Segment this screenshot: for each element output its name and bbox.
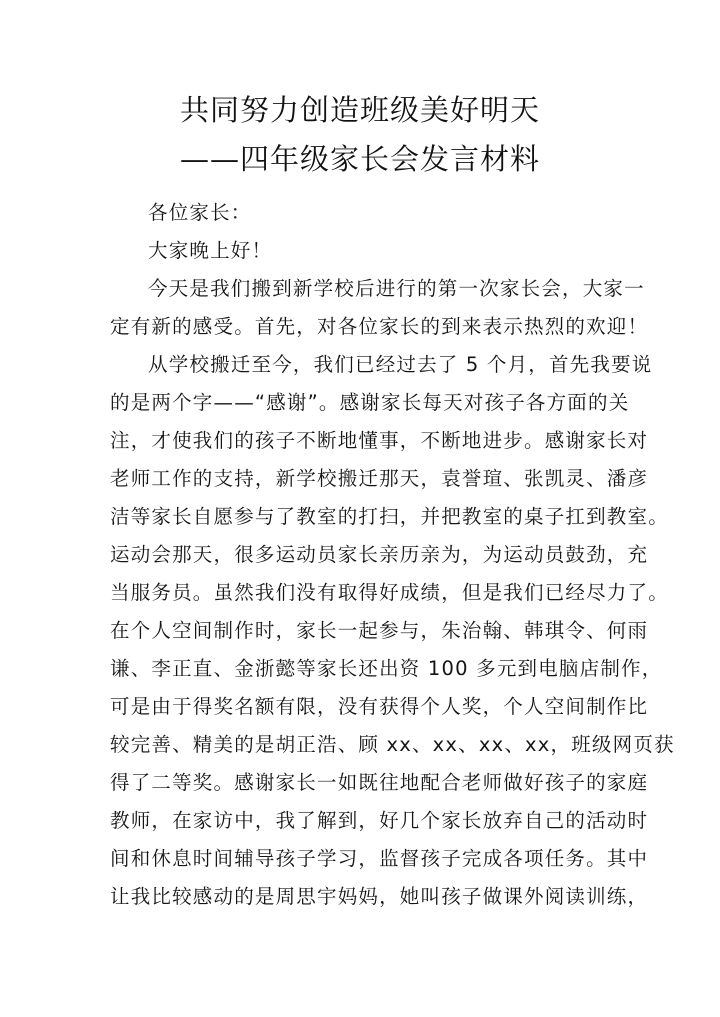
paragraph-line: 运动会那天，很多运动员家长亲历亲为，为运动员鼓劲，充	[110, 543, 649, 566]
paragraph-line: 间和休息时间辅导孩子学习，监督孩子完成各项任务。其中	[110, 847, 649, 870]
paragraph-line: 在个人空间制作时，家长一起参与，朱治翰、韩琪令、何雨	[110, 619, 649, 642]
paragraph-line: 较完善、精美的是胡正浩、顾 xx、xx、xx、xx，班级网页获	[110, 733, 675, 756]
paragraph-line: 洁等家长自愿参与了教室的打扫，并把教室的桌子扛到教室。	[110, 505, 669, 528]
paragraph-line: 谦、李正直、金浙懿等家长还出资 100 多元到电脑店制作，	[110, 657, 663, 680]
paragraph-line: 今天是我们搬到新学校后进行的第一次家长会，大家一	[148, 277, 645, 300]
salutation: 各位家长：	[148, 201, 252, 224]
paragraph-line: 可是由于得奖名额有限，没有获得个人奖，个人空间制作比	[110, 695, 649, 718]
greeting: 大家晚上好！	[148, 239, 273, 262]
document-subtitle: ——四年级家长会发言材料	[179, 142, 540, 176]
paragraph-line: 从学校搬迁至今，我们已经过去了 5 个月，首先我要说	[148, 353, 653, 376]
paragraph-line: 定有新的感受。首先，对各位家长的到来表示热烈的欢迎！	[110, 315, 649, 338]
paragraph-line: 得了二等奖。感谢家长一如既往地配合老师做好孩子的家庭	[110, 771, 649, 794]
paragraph-line: 的是两个字——“感谢”。感谢家长每天对孩子各方面的关	[110, 391, 630, 414]
paragraph-line: 老师工作的支持，新学校搬迁那天，袁誉瑄、张凯灵、潘彦	[110, 467, 649, 490]
document-title: 共同努力创造班级美好明天	[179, 93, 540, 127]
paragraph-line: 注，才使我们的孩子不断地懂事，不断地进步。感谢家长对	[110, 429, 649, 452]
paragraph-line: 当服务员。虽然我们没有取得好成绩，但是我们已经尽力了。	[110, 581, 669, 604]
paragraph-line: 让我比较感动的是周思宇妈妈，她叫孩子做课外阅读训练，	[110, 885, 649, 908]
paragraph-line: 教师，在家访中，我了解到，好几个家长放弃自己的活动时	[110, 809, 649, 832]
